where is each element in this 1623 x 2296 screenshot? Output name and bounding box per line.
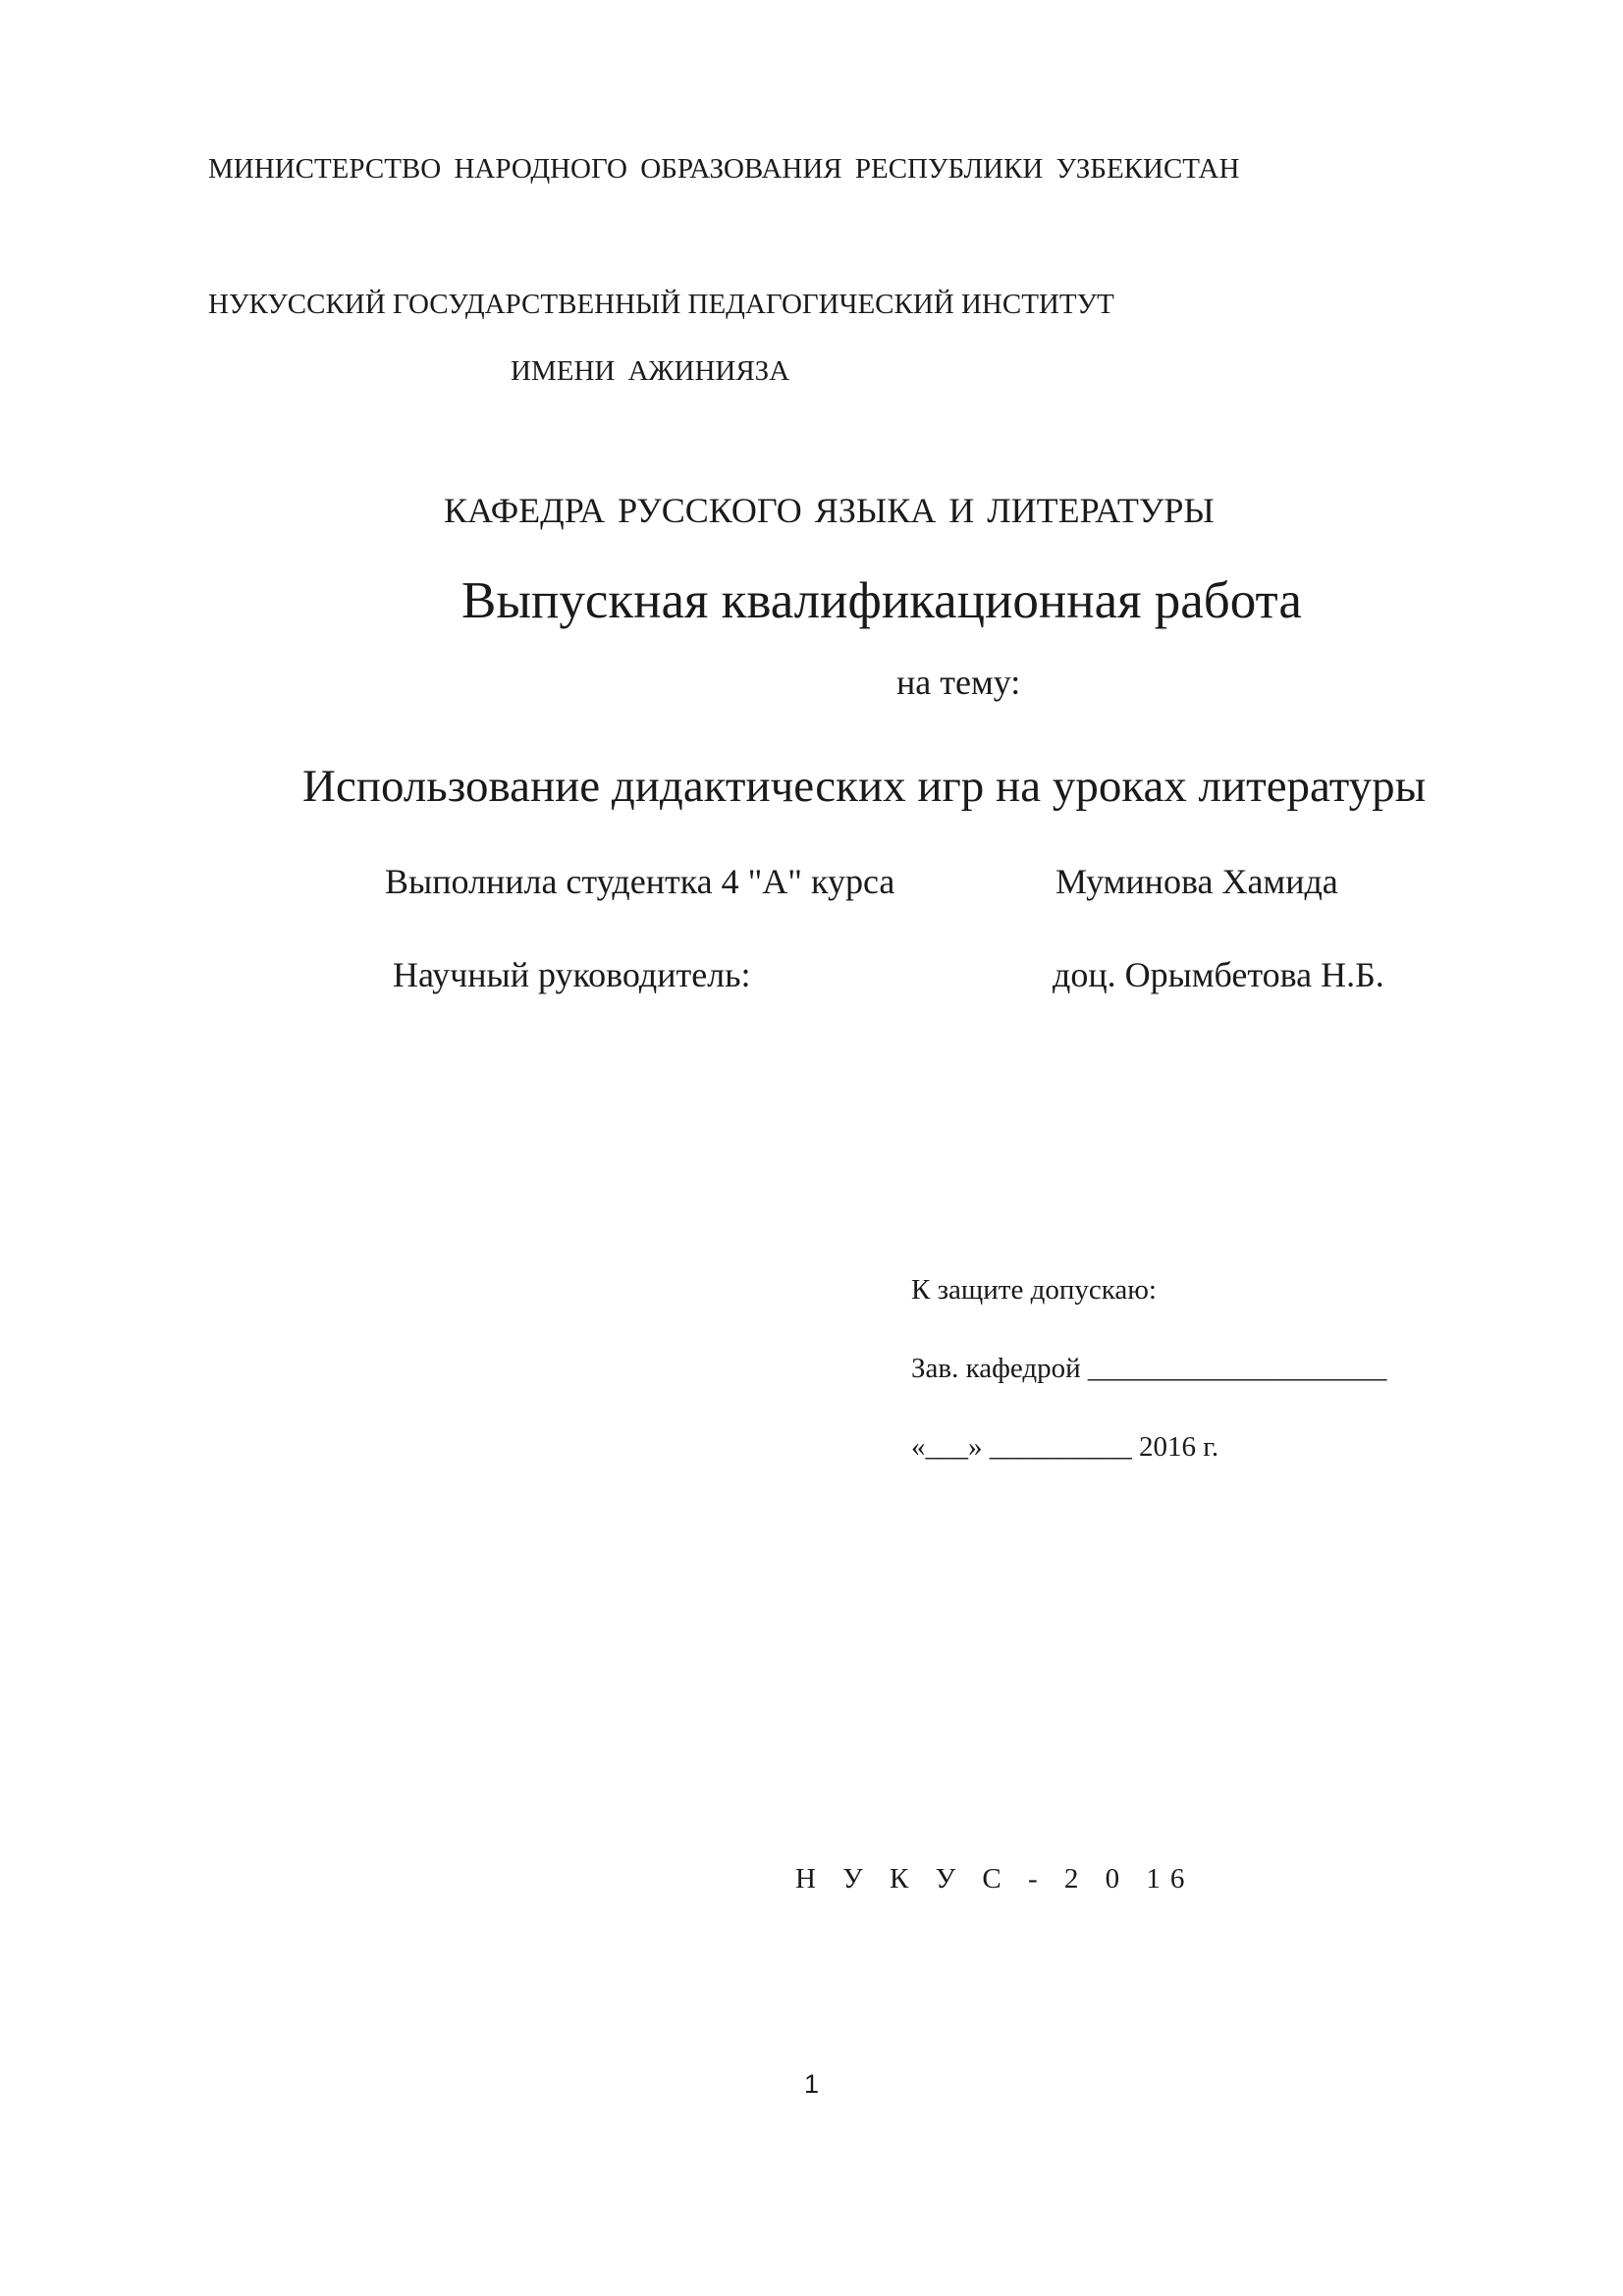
approval-title: К защите допускаю: [911, 1274, 1157, 1306]
page-number: 1 [803, 2069, 820, 2099]
ministry-heading: МИНИСТЕРСТВО НАРОДНОГО ОБРАЗОВАНИЯ РЕСПУБЛИКИ УЗБЕКИСТАН [208, 153, 1240, 185]
approval-head-signature: Зав. кафедрой _____________________ [911, 1353, 1387, 1384]
institute-heading: НУКУССКИЙ ГОСУДАРСТВЕННЫЙ ПЕДАГОГИЧЕСКИЙ ИНСТИТУТ [208, 289, 1114, 320]
department-heading: КАФЕДРА РУССКОГО ЯЗЫКА И ЛИТЕРАТУРЫ [444, 491, 1215, 530]
approval-date: «___» __________ 2016 г. [911, 1431, 1219, 1463]
topic-label: на тему: [896, 663, 1021, 702]
student-label: Выполнила студентка 4 "А" курса [385, 862, 895, 901]
student-name: Муминова Хамида [1055, 862, 1338, 901]
document-type-title: Выпускная квалификационная работа [461, 572, 1302, 629]
institute-name: ИМЕНИ АЖИНИЯЗА [511, 355, 790, 387]
city-year: Н У К У С - 2 0 16 [795, 1863, 1195, 1895]
advisor-label: Научный руководитель: [393, 955, 751, 994]
advisor-name: доц. Орымбетова Н.Б. [1053, 955, 1384, 994]
thesis-topic: Использование дидактических игр на уроках литературы [302, 761, 1427, 812]
